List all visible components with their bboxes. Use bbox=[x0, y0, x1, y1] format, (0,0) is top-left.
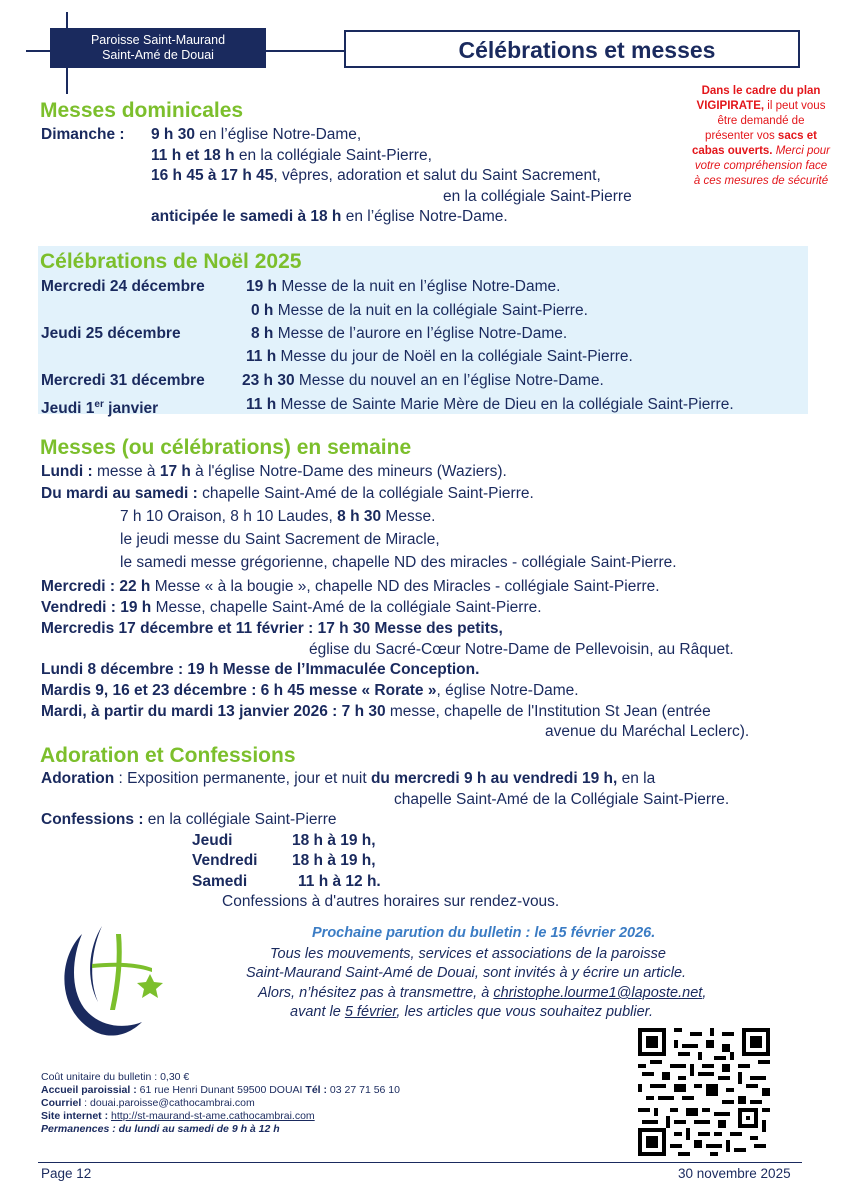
christmas-day-6-b: janvier bbox=[103, 400, 159, 417]
christmas-heading: Célébrations de Noël 2025 bbox=[40, 250, 302, 273]
vigi-line-1: Dans le cadre du plan bbox=[701, 85, 821, 97]
adoration-label: Adoration bbox=[41, 770, 115, 787]
adoration-text-b: du mercredi 9 h au vendredi 19 h, bbox=[370, 770, 618, 787]
confessions-line bbox=[41, 810, 336, 830]
site-label: Site internet : bbox=[41, 1110, 109, 1122]
vigi-line-5b: Merci pour bbox=[772, 145, 831, 157]
confessions-day-3 bbox=[192, 872, 247, 892]
mercredi-text: Messe « à la bougie », chapelle ND des Miracles - collégiale Saint-Pierre. bbox=[150, 578, 660, 595]
page-title: Célébrations et messes bbox=[458, 37, 716, 63]
christmas-time-3: 8 h bbox=[251, 325, 274, 342]
confessions-time-2 bbox=[292, 851, 376, 871]
conf-day-3: Samedi bbox=[192, 873, 248, 890]
confessions-day-2 bbox=[192, 851, 257, 871]
confessions-other: Confessions à d'autres horaires sur rendez-vous. bbox=[222, 893, 560, 910]
weekday-mercredi bbox=[41, 577, 660, 597]
lundi-a: messe à bbox=[92, 463, 160, 480]
page-title-box bbox=[344, 30, 800, 68]
lundi-label: Lundi : bbox=[41, 463, 93, 480]
conf-day-1: Jeudi bbox=[192, 832, 233, 849]
rorate-text: , église Notre-Dame. bbox=[436, 682, 579, 699]
perm-label: Permanences : bbox=[41, 1123, 116, 1135]
immaculee-label: Lundi 8 décembre : 19 h Messe de l’Immaculée Conception. bbox=[41, 661, 480, 678]
sunday-text-2: en la collégiale Saint-Pierre, bbox=[234, 147, 432, 164]
christmas-day-3 bbox=[41, 324, 181, 344]
lundi-b: à l'église Notre-Dame des mineurs (Waziers). bbox=[190, 463, 507, 480]
parish-logo bbox=[52, 918, 170, 1042]
bulletin-line-1-text: Tous les mouvements, services et associations de la paroisse bbox=[270, 946, 666, 962]
weekday-lundi bbox=[41, 462, 507, 482]
weekday-mardi-line-2 bbox=[120, 507, 435, 527]
mardi-l2-time: 8 h 30 bbox=[337, 508, 382, 525]
accueil-label: Accueil paroissial : bbox=[41, 1084, 137, 1096]
christmas-time-5: 23 h 30 bbox=[242, 372, 295, 389]
weekday-mardi-line-4: le samedi messe grégorienne, chapelle ND des miracles - collégiale Saint-Pierre. bbox=[120, 554, 677, 571]
courriel-address: : douai.paroisse@cathocambrai.com bbox=[81, 1097, 255, 1109]
mardi-text: chapelle Saint-Amé de la collégiale Saint-Pierre. bbox=[197, 485, 534, 502]
qr-code bbox=[638, 1028, 770, 1156]
vigi-line-7: à ces mesures de sécurité bbox=[693, 175, 829, 187]
footer-courriel bbox=[41, 1096, 255, 1110]
courriel-label: Courriel bbox=[41, 1097, 82, 1109]
footer-permanences bbox=[41, 1122, 280, 1136]
bulletin-line-2 bbox=[246, 963, 686, 983]
christmas-text-5: Messe du nouvel an en l’église Notre-Dame. bbox=[294, 372, 604, 389]
adoration-text-c: en la bbox=[617, 770, 656, 787]
conf-time-3: 11 h à 12 h. bbox=[298, 873, 381, 890]
parish-name-box bbox=[50, 28, 266, 68]
bulletin-deadline: 5 février bbox=[344, 1004, 397, 1020]
conf-time-1: 18 h à 19 h, bbox=[292, 832, 376, 849]
sunday-line-3 bbox=[151, 166, 601, 186]
christmas-day-5-label: Mercredi 31 décembre bbox=[41, 372, 205, 389]
lundi-time: 17 h bbox=[159, 463, 191, 480]
christmas-time-1: 19 h bbox=[246, 278, 278, 295]
weekday-mardi-line-3: le jeudi messe du Saint Sacrement de Miracle, bbox=[120, 531, 440, 548]
confessions-label: Confessions : bbox=[41, 811, 144, 828]
confessions-time-3 bbox=[298, 872, 381, 892]
petits-label: Mercredis 17 décembre et 11 février : 17 h 30 Messe des petits, bbox=[41, 620, 503, 637]
confessions-text: en la collégiale Saint-Pierre bbox=[143, 811, 337, 828]
mercredi-label: Mercredi : 22 h bbox=[41, 578, 151, 595]
weekday-heading: Messes (ou célébrations) en semaine bbox=[40, 436, 412, 459]
vigi-line-4b: sacs et bbox=[777, 130, 817, 142]
sunday-time-2: 11 h et 18 h bbox=[151, 147, 235, 164]
page-number: Page 12 bbox=[41, 1166, 92, 1181]
sunday-heading: Messes dominicales bbox=[40, 99, 244, 122]
vigi-line-5a: cabas ouverts. bbox=[691, 145, 773, 157]
sunday-time-5: anticipée le samedi à 18 h bbox=[151, 208, 342, 225]
christmas-day-6 bbox=[41, 395, 158, 419]
christmas-day-5 bbox=[41, 371, 205, 391]
mardi-label: Du mardi au samedi : bbox=[41, 485, 198, 502]
vigi-line-6: votre compréhension face bbox=[694, 160, 828, 172]
bulletin-line-3a: Alors, n’hésitez pas à transmettre, à bbox=[258, 985, 494, 1001]
christmas-time-6: 11 h bbox=[246, 396, 277, 413]
tel-label: Tél : bbox=[305, 1084, 327, 1096]
weekday-petits bbox=[41, 619, 503, 639]
bulletin-line-3 bbox=[258, 983, 706, 1003]
bulletin-line-3b: , bbox=[702, 985, 707, 1001]
parish-line-2: Saint-Amé de Douai bbox=[102, 48, 214, 62]
bulletin-next bbox=[312, 923, 655, 943]
mardi13-text: messe, chapelle de l'Institution St Jean (entrée bbox=[385, 703, 711, 720]
christmas-text-6: Messe de Sainte Marie Mère de Dieu en la collégiale Saint-Pierre. bbox=[276, 396, 734, 413]
vigi-line-4a: présenter vos bbox=[705, 130, 778, 142]
vigi-line-2a: VIGIPIRATE, bbox=[696, 100, 765, 112]
adoration-heading: Adoration et Confessions bbox=[40, 744, 296, 767]
weekday-mardi bbox=[41, 484, 534, 504]
bulletin-line-2-text: Saint-Maurand Saint-Amé de Douai, sont invités à y écrire un article. bbox=[246, 965, 687, 981]
christmas-row-5 bbox=[242, 371, 604, 391]
footer-site bbox=[41, 1109, 315, 1123]
mardi-l2a: 7 h 10 Oraison, 8 h 10 Laudes, bbox=[120, 508, 338, 525]
vigi-line-3: être demandé de bbox=[717, 115, 805, 127]
christmas-row-3 bbox=[251, 324, 567, 344]
sunday-day-label: Dimanche : bbox=[41, 126, 125, 143]
vigi-line-2b: il peut vous bbox=[764, 100, 826, 112]
christmas-text-1: Messe de la nuit en l’église Notre-Dame. bbox=[277, 278, 561, 295]
vendredi-label: Vendredi : 19 h bbox=[41, 599, 152, 616]
mardi13-label: Mardi, à partir du mardi 13 janvier 2026 : 7 h 30 bbox=[41, 703, 386, 720]
sunday-day bbox=[41, 125, 125, 145]
footer-cost: Coût unitaire du bulletin : 0,30 € bbox=[41, 1071, 190, 1083]
sunday-text-3: , vêpres, adoration et salut du Saint Sacrement, bbox=[273, 167, 601, 184]
bulletin-line-4a: avant le bbox=[290, 1004, 345, 1020]
bulletin-line-1 bbox=[270, 944, 666, 964]
christmas-row-2 bbox=[251, 301, 588, 321]
sunday-time-1: 9 h 30 bbox=[151, 126, 195, 143]
bulletin-line-4 bbox=[290, 1002, 653, 1022]
conf-time-2: 18 h à 19 h, bbox=[292, 852, 376, 869]
sunday-time-3: 16 h 45 à 17 h 45 bbox=[151, 167, 274, 184]
vigipirate-notice bbox=[676, 84, 846, 189]
christmas-time-4: 11 h bbox=[246, 348, 277, 365]
vendredi-text: Messe, chapelle Saint-Amé de la collégiale Saint-Pierre. bbox=[151, 599, 542, 616]
confessions-day-1 bbox=[192, 831, 232, 851]
sunday-line-4: en la collégiale Saint-Pierre bbox=[443, 188, 632, 205]
confessions-time-1 bbox=[292, 831, 376, 851]
weekday-mardi13-line-2: avenue du Maréchal Leclerc). bbox=[545, 723, 750, 740]
rorate-label: Mardis 9, 16 et 23 décembre : 6 h 45 messe « Rorate » bbox=[41, 682, 437, 699]
christmas-day-1-label: Mercredi 24 décembre bbox=[41, 278, 205, 295]
christmas-text-2: Messe de la nuit en la collégiale Saint-Pierre. bbox=[273, 302, 588, 319]
christmas-row-1 bbox=[246, 277, 560, 297]
bulletin-email-link[interactable]: christophe.lourme1@laposte.net bbox=[493, 985, 703, 1001]
footer-accueil bbox=[41, 1083, 400, 1097]
christmas-row-4 bbox=[246, 347, 633, 367]
adoration-line-2: chapelle Saint-Amé de la Collégiale Saint-Pierre. bbox=[394, 791, 730, 808]
christmas-time-2: 0 h bbox=[251, 302, 274, 319]
issue-date: 30 novembre 2025 bbox=[678, 1166, 791, 1181]
weekday-immaculee bbox=[41, 660, 479, 680]
mardi-l2b: Messe. bbox=[381, 508, 436, 525]
christmas-row-6 bbox=[246, 395, 734, 415]
adoration-line-1 bbox=[41, 769, 655, 789]
sunday-line-5 bbox=[151, 207, 508, 227]
christmas-text-3: Messe de l’aurore en l’église Notre-Dame. bbox=[273, 325, 568, 342]
adoration-text-a: : Exposition permanente, jour et nuit bbox=[114, 770, 371, 787]
christmas-text-4: Messe du jour de Noël en la collégiale Saint-Pierre. bbox=[276, 348, 633, 365]
tel-number: 03 27 71 56 10 bbox=[327, 1084, 400, 1096]
perm-text: du lundi au samedi de 9 h à 12 h bbox=[115, 1123, 280, 1135]
sunday-text-1: en l’église Notre-Dame, bbox=[194, 126, 362, 143]
weekday-mardi13 bbox=[41, 702, 711, 722]
christmas-day-1 bbox=[41, 277, 205, 297]
sunday-line-1 bbox=[151, 125, 361, 145]
christmas-day-6-sup: er bbox=[94, 399, 104, 410]
parish-line-1: Paroisse Saint-Maurand bbox=[90, 33, 226, 47]
footer-rule bbox=[38, 1162, 802, 1163]
weekday-rorate bbox=[41, 681, 579, 701]
christmas-day-6-a: Jeudi 1 bbox=[41, 400, 95, 417]
weekday-petits-place: église du Sacré-Cœur Notre-Dame de Pellevoisin, au Râquet. bbox=[309, 641, 734, 658]
christmas-day-3-label: Jeudi 25 décembre bbox=[41, 325, 181, 342]
site-link[interactable]: http://st-maurand-st-ame.cathocambrai.com bbox=[111, 1110, 315, 1122]
bulletin-line-4b: , les articles que vous souhaitez publier. bbox=[396, 1004, 653, 1020]
accueil-address: 61 rue Henri Dunant 59500 DOUAI bbox=[136, 1084, 306, 1096]
sunday-line-2 bbox=[151, 146, 432, 166]
bulletin-next-text: Prochaine parution du bulletin : le 15 février 2026. bbox=[312, 925, 656, 941]
sunday-text-5: en l’église Notre-Dame. bbox=[341, 208, 508, 225]
conf-day-2: Vendredi bbox=[192, 852, 258, 869]
weekday-vendredi bbox=[41, 598, 542, 618]
